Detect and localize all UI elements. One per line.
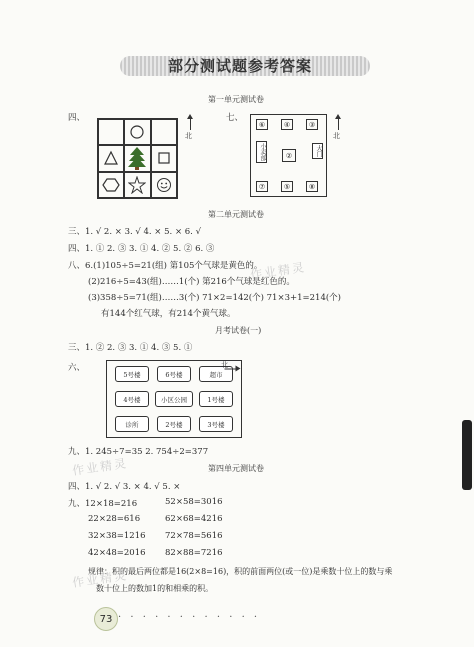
smiley-icon <box>151 172 177 198</box>
north-indicator-1 <box>184 116 204 140</box>
map-cell: ⑤ <box>281 181 293 192</box>
north-indicator-2 <box>332 116 352 140</box>
unit2-line3: 八、6.(1)105÷5=21(组) 第105个气球是黄色的。 <box>68 261 263 271</box>
unit2-line4: (2)216÷5=43(组)……1(个) 第216个气球是红色的。 <box>88 277 295 287</box>
map-cell: ③ <box>306 119 318 130</box>
unit4-row1-right: 52×58=3016 <box>165 497 223 507</box>
watermark: 作业精灵 <box>71 456 129 478</box>
unit1-heading: 第一单元测试卷 <box>208 95 264 104</box>
page-number: 73 <box>94 607 118 631</box>
building-label: 4号楼 <box>115 391 149 407</box>
watermark: 作业精灵 <box>71 568 129 590</box>
map-cell: ⑦ <box>256 181 268 192</box>
building-label: 1号楼 <box>199 391 233 407</box>
unit2-line2: 四、1. ① 2. ③ 3. ① 4. ② 5. ② 6. ③ <box>68 244 215 254</box>
unit2-line6: 有144个红气球，有214个黄气球。 <box>101 309 236 319</box>
circle-shape <box>124 119 150 145</box>
north-indicator-3 <box>221 361 247 386</box>
unit4-row3-left: 32×38=1216 <box>88 531 146 541</box>
unit4-line1: 四、1. √ 2. √ 3. × 4. √ 5. × <box>68 482 181 492</box>
unit4-rule-line1: 规律：积的最后两位都是16(2×8=16)，积的前面两位(或一位)是乘数十位上的数与乘 <box>88 567 393 576</box>
north-label: 北 <box>185 132 192 140</box>
unit4-heading: 第四单元测试卷 <box>208 464 264 473</box>
unit4-row1-left: 九、12×18=216 <box>68 499 138 509</box>
map-cell: ⑥ <box>256 119 268 130</box>
building-label: 2号楼 <box>157 416 191 432</box>
unit4-row3-right: 72×78=5616 <box>165 531 223 541</box>
shape-grid <box>97 118 178 199</box>
unit2-line5: (3)358÷5=71(组)……3(个) 71×2=142(个) 71×3+1=214(个) <box>88 293 341 303</box>
map-cell: ⑧ <box>306 181 318 192</box>
building-label: 诊所 <box>115 416 149 432</box>
star-shape <box>124 172 150 198</box>
unit4-rule-line2: 数十位上的数加1的和相乘的积。 <box>96 584 214 593</box>
store-label: 小卖部 <box>256 141 267 163</box>
gate-label: 大门 <box>312 143 323 159</box>
north-arrow-icon <box>190 116 191 130</box>
store-map <box>250 114 327 197</box>
page-title: 部分测试题参考答案 <box>168 57 313 75</box>
north-label: 北 <box>333 132 340 140</box>
square-shape <box>151 145 177 171</box>
watermark: 作业精灵 <box>249 260 307 282</box>
building-label: 小区公园 <box>155 391 193 407</box>
map-cell: ② <box>282 149 296 162</box>
unit1-q7-label: 七、 <box>226 113 244 123</box>
map-cell: ④ <box>281 119 293 130</box>
unit1-q4-label: 四、 <box>68 113 86 123</box>
building-map <box>106 360 242 438</box>
hexagon-shape <box>98 172 124 198</box>
monthly-line2: 九、1. 245÷7=35 2. 754÷2=377 <box>68 447 209 457</box>
footer-dots: · · · · · · · · · · · · <box>118 612 261 623</box>
building-label: 5号楼 <box>115 366 149 382</box>
unit4-row2-right: 62×68=4216 <box>165 514 223 524</box>
tree-icon <box>124 145 150 171</box>
unit4-row4-right: 82×88=7216 <box>165 548 223 558</box>
page-edge-shadow <box>462 420 472 490</box>
monthly-heading: 月考试卷(一) <box>215 326 262 335</box>
empty-cell <box>151 119 177 145</box>
triangle-shape <box>98 145 124 171</box>
monthly-q6-label: 六、 <box>68 363 86 373</box>
north-label: 北 <box>221 361 228 369</box>
building-label: 6号楼 <box>157 366 191 382</box>
unit2-line1: 三、1. √ 2. × 3. √ 4. × 5. × 6. √ <box>68 227 201 237</box>
unit2-heading: 第二单元测试卷 <box>208 210 264 219</box>
building-label: 3号楼 <box>199 416 233 432</box>
empty-cell <box>98 119 124 145</box>
unit4-row2-left: 22×28=616 <box>88 514 141 524</box>
north-arrow-icon <box>338 116 339 130</box>
monthly-line1: 三、1. ② 2. ③ 3. ① 4. ③ 5. ① <box>68 343 193 353</box>
unit4-row4-left: 42×48=2016 <box>88 548 146 558</box>
building-label: 超市 <box>199 366 233 382</box>
